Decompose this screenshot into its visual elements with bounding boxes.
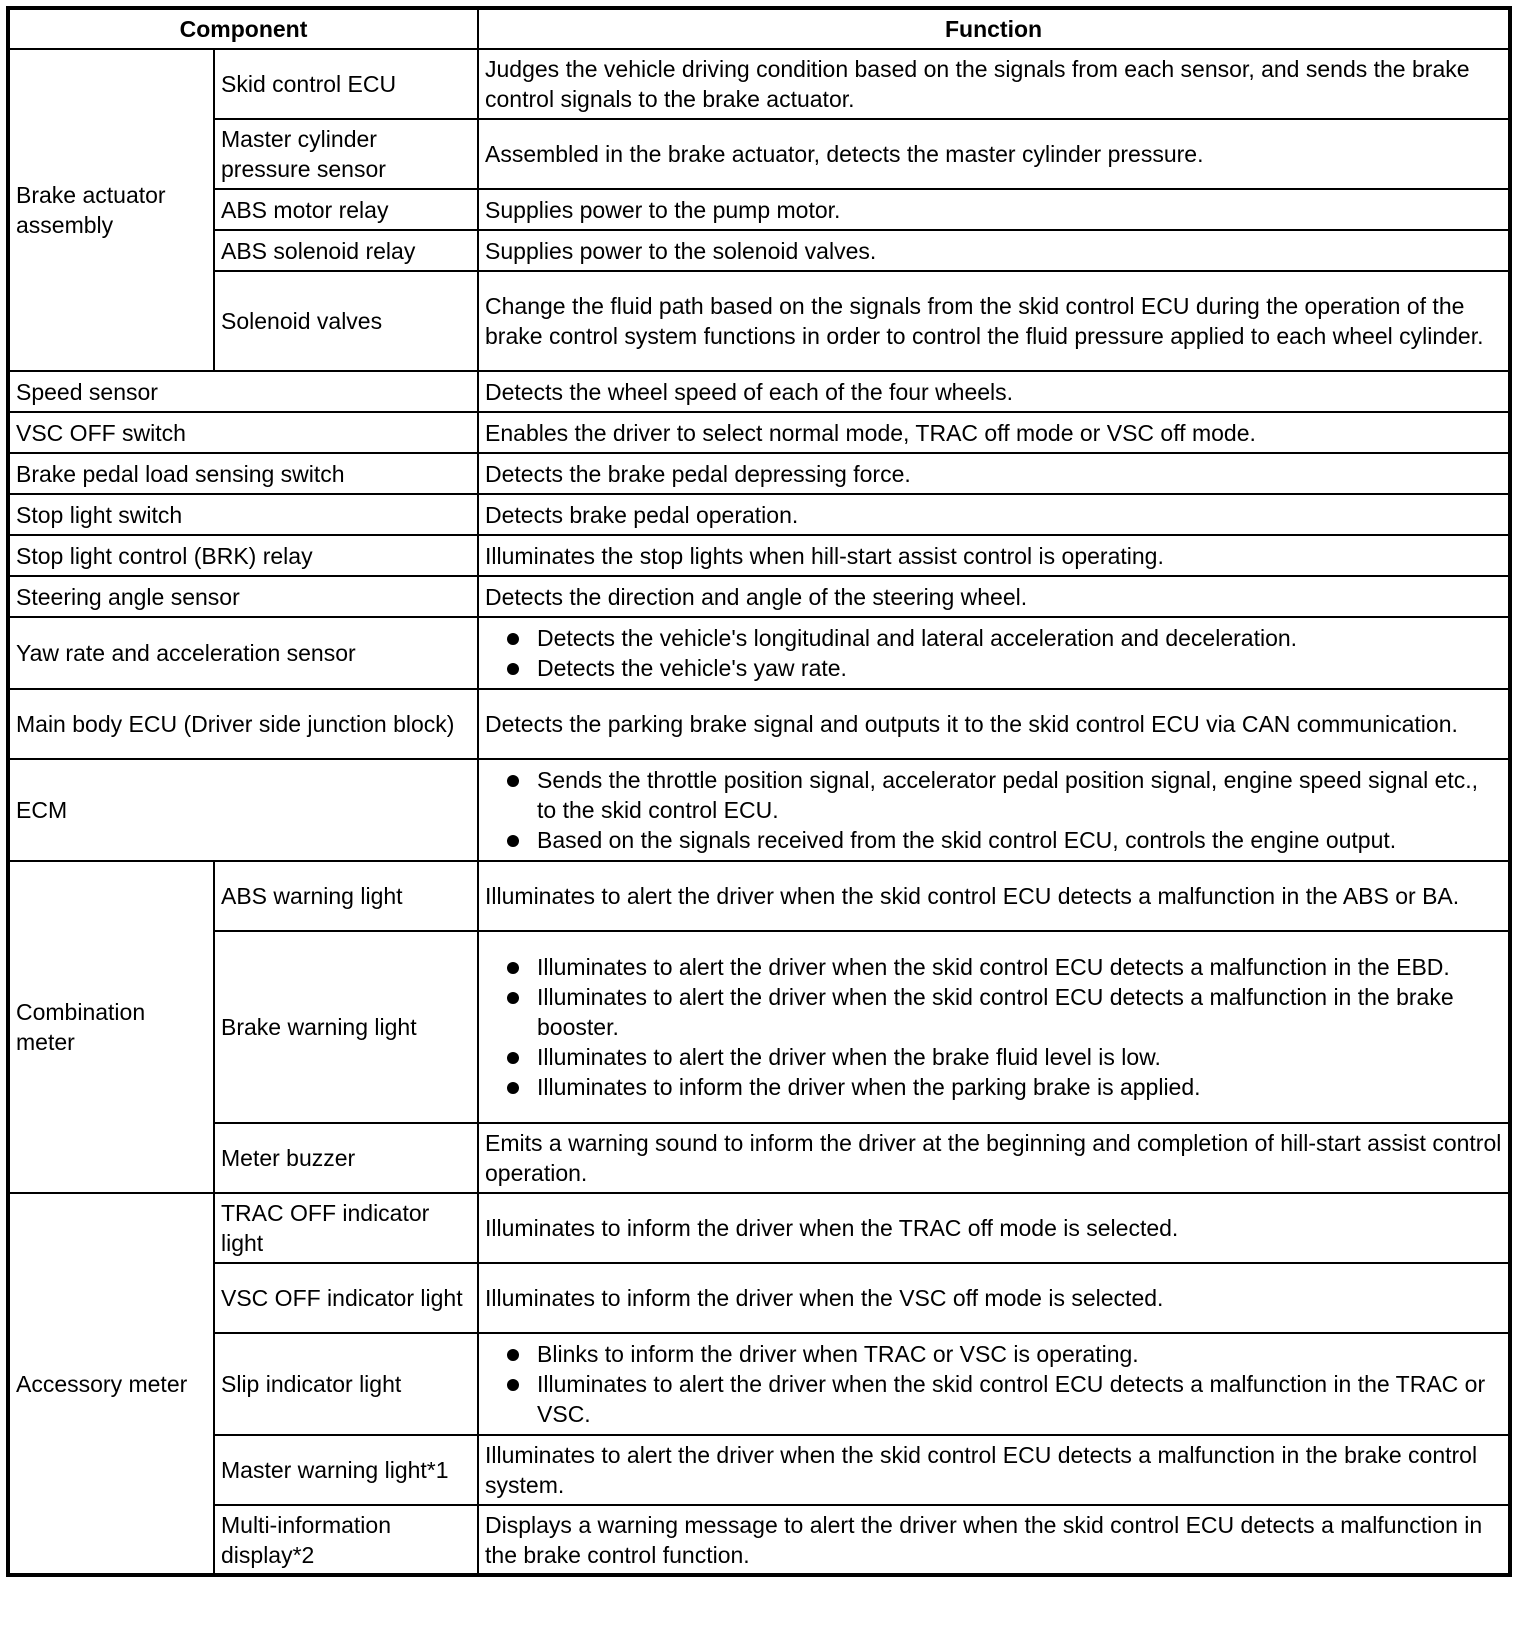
component-name: Slip indicator light: [214, 1333, 478, 1435]
bullet-item: Sends the throttle position signal, accelerator pedal position signal, engine speed signal etc., to the skid control ECU.: [485, 765, 1502, 825]
table-row: [8, 49, 1510, 119]
component-name: Main body ECU (Driver side junction block): [8, 689, 478, 759]
table-row: [8, 230, 1510, 271]
component-name: VSC OFF indicator light: [214, 1263, 478, 1333]
table-row: [8, 119, 1510, 189]
component-name: Brake warning light: [214, 931, 478, 1123]
table-row: [8, 453, 1510, 494]
component-function: Change the fluid path based on the signals from the skid control ECU during the operation of the brake control system functions in order to control the fluid pressure applied to each wheel cylinder.: [478, 271, 1510, 371]
component-function-table-wrapper: [6, 6, 1508, 1577]
component-function: Detects the direction and angle of the steering wheel.: [478, 576, 1510, 617]
component-function: Assembled in the brake actuator, detects the master cylinder pressure.: [478, 119, 1510, 189]
component-function: [478, 617, 1510, 689]
table-row: [8, 494, 1510, 535]
table-row: [8, 1263, 1510, 1333]
table-row: [8, 1505, 1510, 1575]
component-name: ECM: [8, 759, 478, 861]
group-brake-actuator: Brake actuator assembly: [8, 49, 214, 371]
component-name: Yaw rate and acceleration sensor: [8, 617, 478, 689]
component-function: Detects the brake pedal depressing force.: [478, 453, 1510, 494]
bullet-list: [485, 1339, 1502, 1429]
group-accessory-meter: Accessory meter: [8, 1193, 214, 1575]
table-row: [8, 412, 1510, 453]
table-row: [8, 1435, 1510, 1505]
component-function: Illuminates the stop lights when hill-start assist control is operating.: [478, 535, 1510, 576]
table-row: [8, 189, 1510, 230]
component-name: TRAC OFF indicator light: [214, 1193, 478, 1263]
table-row: [8, 371, 1510, 412]
bullet-list: [485, 623, 1502, 683]
component-name: Master cylinder pressure sensor: [214, 119, 478, 189]
component-function: Detects the wheel speed of each of the four wheels.: [478, 371, 1510, 412]
table-row: [8, 931, 1510, 1123]
bullet-list: [485, 765, 1502, 855]
group-combination-meter: Combination meter: [8, 861, 214, 1193]
component-name: Speed sensor: [8, 371, 478, 412]
bullet-item: Illuminates to alert the driver when the skid control ECU detects a malfunction in the TRAC or VSC.: [485, 1369, 1502, 1429]
component-function: Supplies power to the solenoid valves.: [478, 230, 1510, 271]
component-name: Solenoid valves: [214, 271, 478, 371]
table-row: [8, 1123, 1510, 1193]
component-name: Stop light switch: [8, 494, 478, 535]
component-function-table: [6, 6, 1512, 1577]
bullet-item: Illuminates to alert the driver when the brake fluid level is low.: [485, 1042, 1502, 1072]
component-function: Judges the vehicle driving condition based on the signals from each sensor, and sends the brake control signals to the brake actuator.: [478, 49, 1510, 119]
component-name: ABS solenoid relay: [214, 230, 478, 271]
component-function: Emits a warning sound to inform the driver at the beginning and completion of hill-start assist control operation.: [478, 1123, 1510, 1193]
component-function: [478, 931, 1510, 1123]
bullet-item: Detects the vehicle's longitudinal and lateral acceleration and deceleration.: [485, 623, 1502, 653]
header-component: Component: [8, 8, 478, 49]
bullet-item: Illuminates to inform the driver when the parking brake is applied.: [485, 1072, 1502, 1102]
bullet-item: Illuminates to alert the driver when the skid control ECU detects a malfunction in the EBD.: [485, 952, 1502, 982]
table-row: [8, 1333, 1510, 1435]
table-header-row: [8, 8, 1510, 49]
component-name: Steering angle sensor: [8, 576, 478, 617]
component-function: [478, 759, 1510, 861]
table-row: [8, 576, 1510, 617]
component-function: [478, 1333, 1510, 1435]
component-function: Illuminates to inform the driver when the TRAC off mode is selected.: [478, 1193, 1510, 1263]
table-row: [8, 271, 1510, 371]
component-function: Enables the driver to select normal mode, TRAC off mode or VSC off mode.: [478, 412, 1510, 453]
component-function: Displays a warning message to alert the driver when the skid control ECU detects a malfunction in the brake control function.: [478, 1505, 1510, 1575]
component-name: VSC OFF switch: [8, 412, 478, 453]
component-function: Illuminates to inform the driver when the VSC off mode is selected.: [478, 1263, 1510, 1333]
bullet-item: Detects the vehicle's yaw rate.: [485, 653, 1502, 683]
component-name: Multi-information display*2: [214, 1505, 478, 1575]
component-name: Skid control ECU: [214, 49, 478, 119]
bullet-list: [485, 952, 1502, 1102]
component-name: ABS warning light: [214, 861, 478, 931]
component-function: Illuminates to alert the driver when the skid control ECU detects a malfunction in the brake control system.: [478, 1435, 1510, 1505]
component-name: Meter buzzer: [214, 1123, 478, 1193]
component-name: Brake pedal load sensing switch: [8, 453, 478, 494]
table-row: [8, 689, 1510, 759]
table-row: [8, 861, 1510, 931]
component-function: Detects the parking brake signal and outputs it to the skid control ECU via CAN communication.: [478, 689, 1510, 759]
component-function: Illuminates to alert the driver when the skid control ECU detects a malfunction in the ABS or BA.: [478, 861, 1510, 931]
component-function: Supplies power to the pump motor.: [478, 189, 1510, 230]
component-function: Detects brake pedal operation.: [478, 494, 1510, 535]
bullet-item: Blinks to inform the driver when TRAC or VSC is operating.: [485, 1339, 1502, 1369]
component-name: ABS motor relay: [214, 189, 478, 230]
bullet-item: Based on the signals received from the skid control ECU, controls the engine output.: [485, 825, 1502, 855]
table-row: [8, 535, 1510, 576]
bullet-item: Illuminates to alert the driver when the skid control ECU detects a malfunction in the brake booster.: [485, 982, 1502, 1042]
component-name: Stop light control (BRK) relay: [8, 535, 478, 576]
component-name: Master warning light*1: [214, 1435, 478, 1505]
table-row: [8, 617, 1510, 689]
header-function: Function: [478, 8, 1510, 49]
table-row: [8, 759, 1510, 861]
table-row: [8, 1193, 1510, 1263]
